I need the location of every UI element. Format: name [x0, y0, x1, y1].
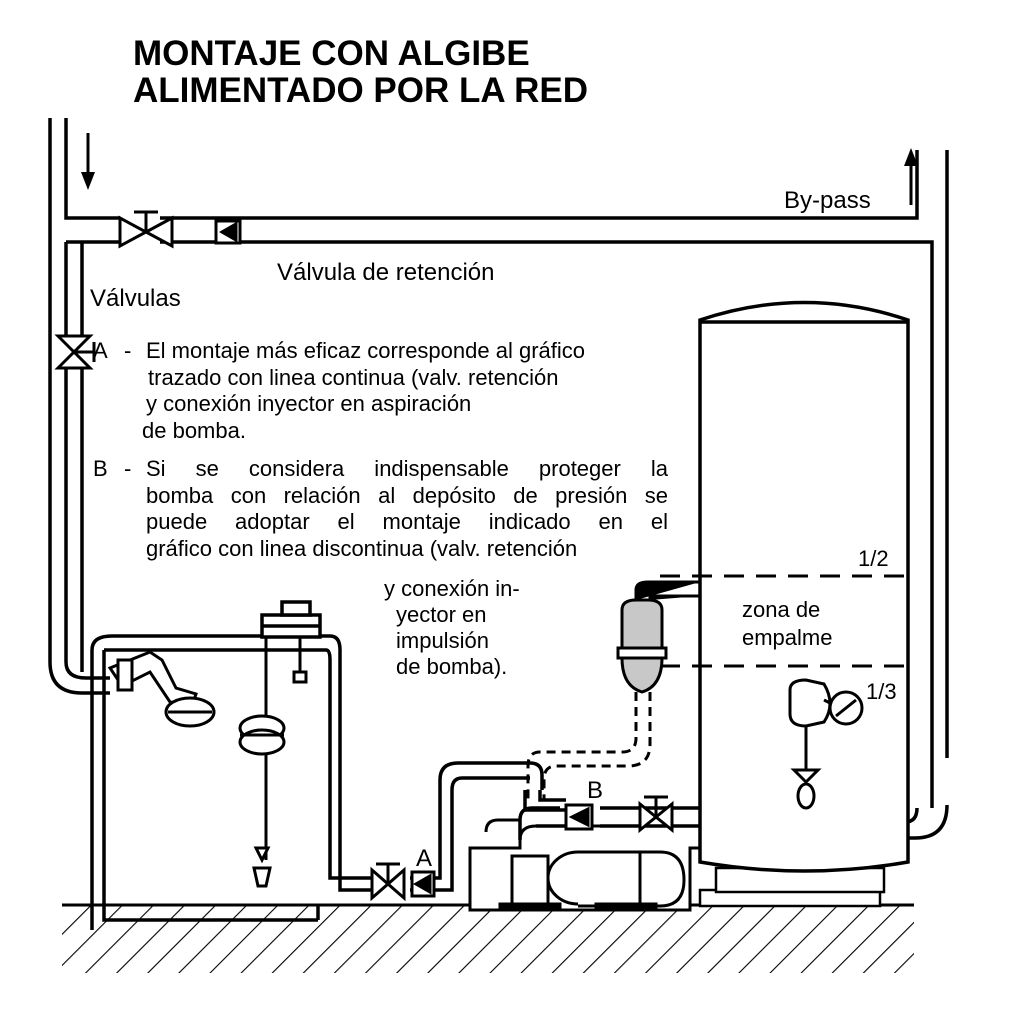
note-b-line: bomba con relación al depósito de presión se [146, 482, 668, 508]
note-a-letter: A [93, 338, 108, 363]
note-b-tail-line: impulsión [396, 628, 489, 653]
note-b [146, 456, 668, 562]
note-a-line: de bomba. [142, 417, 246, 443]
valves-label: Válvulas [90, 285, 181, 312]
note-b-tail-line: yector en [396, 602, 487, 627]
marker-b: B [587, 777, 604, 804]
note-b-line: Si se considera indispensable proteger la [146, 456, 668, 481]
float-valve [110, 652, 214, 726]
note-b-tail [384, 576, 520, 680]
note-a-dash: - [124, 338, 132, 363]
note-a-line: El montaje más eficaz corresponde al gráfico [146, 338, 585, 363]
note-a-line: trazado con linea continua (valv. retención [148, 364, 559, 390]
bypass-label: By-pass [784, 187, 871, 214]
title-line-2: ALIMENTADO POR LA RED [133, 71, 588, 110]
cistern-tank [92, 602, 372, 930]
level-switch [240, 637, 306, 886]
injector [618, 582, 700, 692]
marker-a: A [416, 845, 433, 872]
note-a [142, 338, 676, 444]
title-line-1: MONTAJE CON ALGIBE [133, 34, 530, 73]
pump-motor [470, 820, 700, 910]
zone-label-line-1: zona de [742, 597, 821, 622]
note-b-line: gráfico con linea discontinua (valv. retención [146, 535, 578, 561]
note-b-letter: B [93, 456, 108, 481]
note-b-tail-line: y conexión in- [384, 576, 520, 601]
note-b-line: puede adoptar el montaje indicado en el [146, 509, 668, 534]
flow-arrow-down [81, 133, 95, 190]
suction-check-valve [412, 872, 434, 896]
discharge-check-valve [566, 805, 592, 829]
level-third-label: 1/3 [866, 679, 897, 704]
zone-label-line-2: empalme [742, 625, 833, 650]
note-b-tail-line: de bomba). [396, 654, 508, 679]
note-a-line: y conexión inyector en aspiración [146, 391, 472, 416]
bypass-check-valve [216, 221, 240, 243]
check-valve-label: Válvula de retención [277, 259, 495, 286]
suction-gate-valve [372, 864, 404, 898]
note-b-dash: - [124, 456, 132, 481]
inlet-gate-valve [58, 336, 94, 368]
level-half-label: 1/2 [858, 546, 889, 571]
